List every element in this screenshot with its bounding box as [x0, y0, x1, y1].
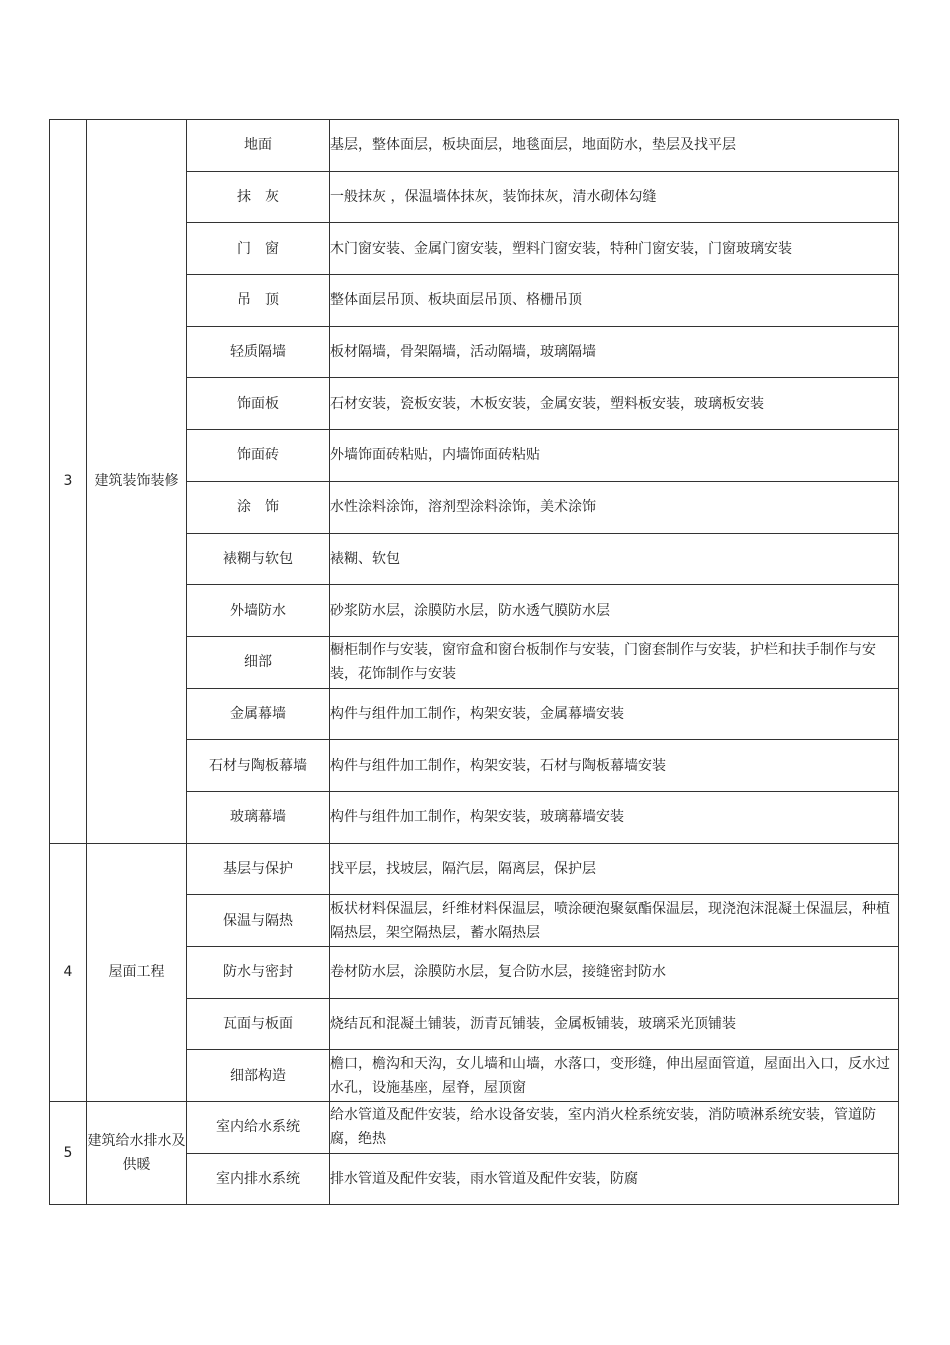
sub-item-detail: 砂浆防水层，涂膜防水层，防水透气膜防水层 — [330, 585, 899, 637]
sub-item-name: 外墙防水 — [187, 585, 330, 637]
sub-item-name: 室内给水系统 — [187, 1102, 330, 1154]
construction-items-table — [49, 119, 899, 1205]
sub-item-name: 保温与隔热 — [187, 895, 330, 947]
group-number: 5 — [50, 1102, 87, 1205]
sub-item-detail: 木门窗安装、金属门窗安装，塑料门窗安装，特种门窗安装，门窗玻璃安装 — [330, 223, 899, 275]
sub-item-name: 基层与保护 — [187, 843, 330, 895]
sub-item-name: 室内排水系统 — [187, 1153, 330, 1205]
sub-item-detail: 构件与组件加工制作，构架安装，石材与陶板幕墙安装 — [330, 740, 899, 792]
sub-item-name: 饰面砖 — [187, 430, 330, 482]
sub-item-detail: 整体面层吊顶、板块面层吊顶、格栅吊顶 — [330, 275, 899, 327]
sub-item-detail: 石材安装，瓷板安装，木板安装，金属安装，塑料板安装，玻璃板安装 — [330, 378, 899, 430]
sub-item-name: 石材与陶板幕墙 — [187, 740, 330, 792]
sub-item-detail: 基层，整体面层，板块面层，地毯面层，地面防水，垫层及找平层 — [330, 120, 899, 172]
sub-item-detail: 水性涂料涂饰，溶剂型涂料涂饰，美术涂饰 — [330, 481, 899, 533]
sub-item-detail: 卷材防水层，涂膜防水层，复合防水层，接缝密封防水 — [330, 947, 899, 999]
group-name: 建筑装饰装修 — [87, 120, 187, 844]
sub-item-name: 玻璃幕墙 — [187, 791, 330, 843]
sub-item-detail: 找平层，找坡层，隔汽层，隔离层，保护层 — [330, 843, 899, 895]
sub-item-name: 涂 饰 — [187, 481, 330, 533]
sub-item-detail: 橱柜制作与安装，窗帘盒和窗台板制作与安装，门窗套制作与安装，护栏和扶手制作与安装，花饰制作与安装 — [330, 636, 899, 688]
group-name: 屋面工程 — [87, 843, 187, 1101]
table-row — [50, 843, 899, 895]
sub-item-detail: 构件与组件加工制作，构架安装，金属幕墙安装 — [330, 688, 899, 740]
sub-item-name: 抹 灰 — [187, 171, 330, 223]
sub-item-name: 门 窗 — [187, 223, 330, 275]
sub-item-name: 轻质隔墙 — [187, 326, 330, 378]
sub-item-detail: 外墙饰面砖粘贴，内墙饰面砖粘贴 — [330, 430, 899, 482]
group-name: 建筑给水排水及供暖 — [87, 1102, 187, 1205]
sub-item-name: 细部构造 — [187, 1050, 330, 1102]
table-row — [50, 120, 899, 172]
sub-item-detail: 构件与组件加工制作，构架安装，玻璃幕墙安装 — [330, 791, 899, 843]
sub-item-detail: 排水管道及配件安装，雨水管道及配件安装，防腐 — [330, 1153, 899, 1205]
sub-item-detail: 一般抹灰 ，保温墙体抹灰，装饰抹灰，清水砌体勾缝 — [330, 171, 899, 223]
sub-item-name: 地面 — [187, 120, 330, 172]
sub-item-name: 防水与密封 — [187, 947, 330, 999]
sub-item-detail: 檐口，檐沟和天沟，女儿墙和山墙，水落口，变形缝，伸出屋面管道，屋面出入口，反水过水孔，设施基座，屋脊，屋顶窗 — [330, 1050, 899, 1102]
sub-item-detail: 板状材料保温层，纤维材料保温层，喷涂硬泡聚氨酯保温层，现浇泡沫混凝土保温层，种植隔热层，架空隔热层，蓄水隔热层 — [330, 895, 899, 947]
sub-item-detail: 裱糊、软包 — [330, 533, 899, 585]
sub-item-name: 细部 — [187, 636, 330, 688]
sub-item-detail: 给水管道及配件安装，给水设备安装，室内消火栓系统安装，消防喷淋系统安装，管道防腐，绝热 — [330, 1102, 899, 1154]
sub-item-name: 瓦面与板面 — [187, 998, 330, 1050]
group-number: 3 — [50, 120, 87, 844]
group-number: 4 — [50, 843, 87, 1101]
sub-item-name: 吊 顶 — [187, 275, 330, 327]
table-body — [50, 120, 899, 1205]
table-row — [50, 1102, 899, 1154]
sub-item-name: 饰面板 — [187, 378, 330, 430]
sub-item-name: 裱糊与软包 — [187, 533, 330, 585]
sub-item-name: 金属幕墙 — [187, 688, 330, 740]
sub-item-detail: 板材隔墙，骨架隔墙，活动隔墙，玻璃隔墙 — [330, 326, 899, 378]
sub-item-detail: 烧结瓦和混凝土铺装，沥青瓦铺装，金属板铺装，玻璃采光顶铺装 — [330, 998, 899, 1050]
